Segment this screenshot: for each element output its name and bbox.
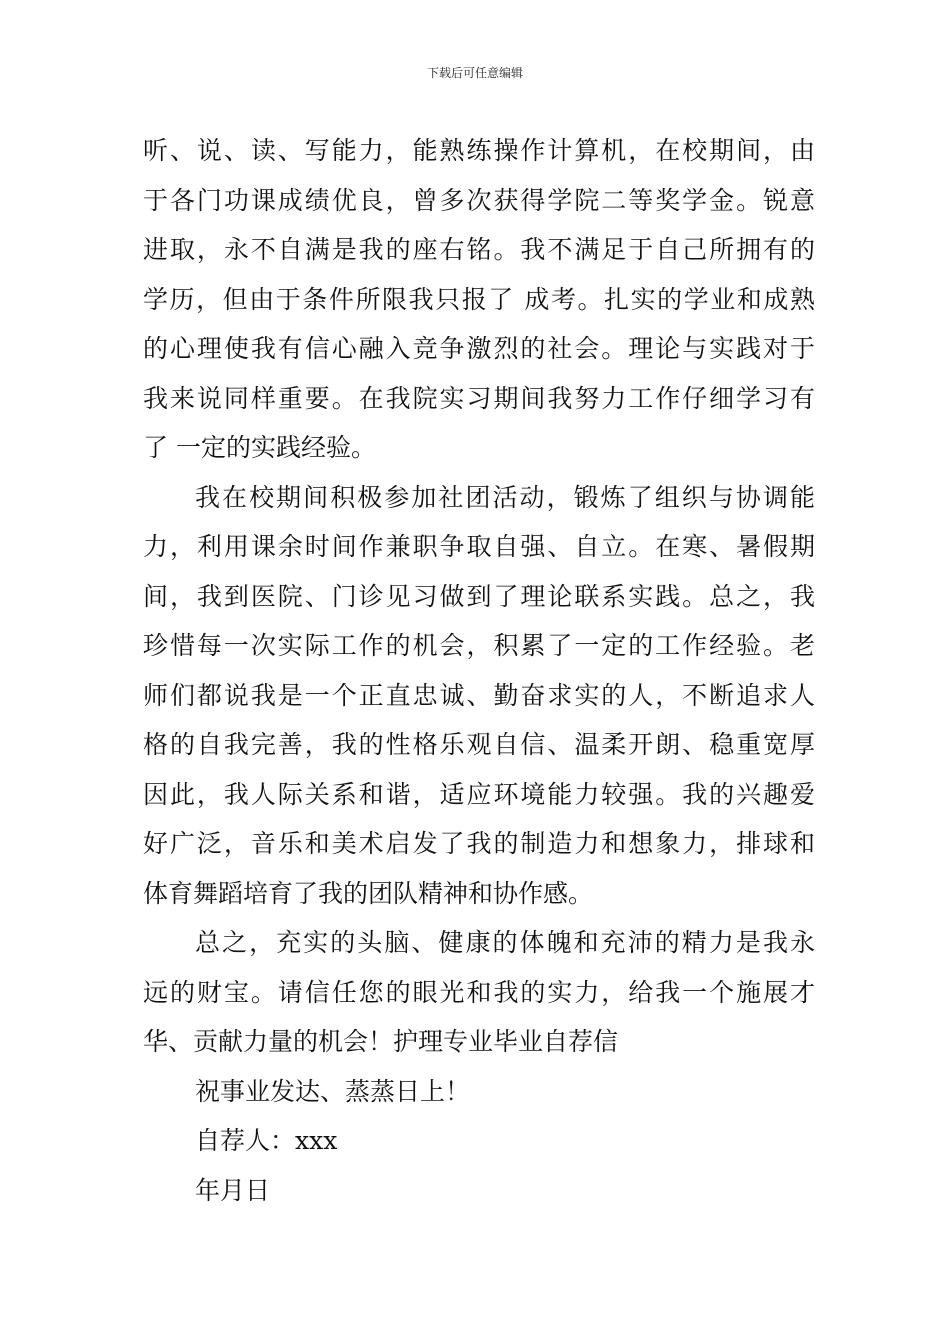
- text-line: 听、说、读、写能力，能熟练操作计算机，在校期间，由: [143, 136, 815, 165]
- text-line: 珍惜每一次实际工作的机会，积累了一定的工作经验。老: [143, 631, 815, 660]
- text-line: 进取，永不自满是我的座右铭。我不满足于自己所拥有的: [143, 235, 815, 264]
- text-line: 力，利用课余时间作兼职争取自强、自立。在寒、暑假期: [143, 532, 815, 561]
- text-line: 好广泛，音乐和美术启发了我的制造力和想象力，排球和: [143, 829, 815, 858]
- text-line: 因此，我人际关系和谐，适应环境能力较强。我的兴趣爱: [143, 779, 815, 809]
- text-line: 格的自我完善，我的性格乐观自信、温柔开朗、稳重宽厚: [143, 730, 815, 759]
- signature: [143, 1116, 815, 1166]
- text-line: 的心理使我有信心融入竞争激烈的社会。理论与实践对于: [143, 334, 815, 363]
- text-line: 师们都说我是一个正直忠诚、勤奋求实的人，不断追求人: [143, 680, 815, 710]
- page-header: 下载后可任意编辑: [426, 66, 523, 80]
- text-line: 年月日: [195, 1175, 271, 1205]
- text-line: 华、贡献力量的机会！护理专业毕业自荐信: [143, 1027, 619, 1056]
- text-line: 自荐人：xxx: [195, 1126, 338, 1155]
- paragraph-activities: [143, 473, 815, 919]
- text-line: 远的财宝。请信任您的眼光和我的实力，给我一个施展才: [143, 977, 815, 1007]
- text-line: 总之，充实的头脑、健康的体魄和充沛的精力是我永: [195, 928, 815, 957]
- text-line: 了 一定的实践经验。: [143, 433, 376, 462]
- text-line: 于各门功课成绩优良，曾多次获得学院二等奖学金。锐意: [143, 185, 815, 215]
- paragraph-conclusion: [143, 918, 815, 1067]
- text-line: 我在校期间积极参加社团活动，锻炼了组织与协调能: [195, 482, 815, 512]
- text-line: 学历，但由于条件所限我只报了 成考。扎实的学业和成熟: [143, 284, 815, 314]
- paragraph-skills: [143, 126, 815, 473]
- text-line: 祝事业发达、蒸蒸日上！: [195, 1076, 471, 1106]
- closing-wish: [143, 1067, 815, 1117]
- letter-body: [143, 126, 815, 1215]
- text-line: 我来说同样重要。在我院实习期间我努力工作仔细学习有: [143, 383, 815, 413]
- text-line: 体育舞蹈培育了我的团队精神和协作感。: [143, 878, 594, 908]
- date-line: [143, 1166, 815, 1216]
- text-line: 间，我到医院、门诊见习做到了理论联系实践。总之，我: [143, 581, 815, 611]
